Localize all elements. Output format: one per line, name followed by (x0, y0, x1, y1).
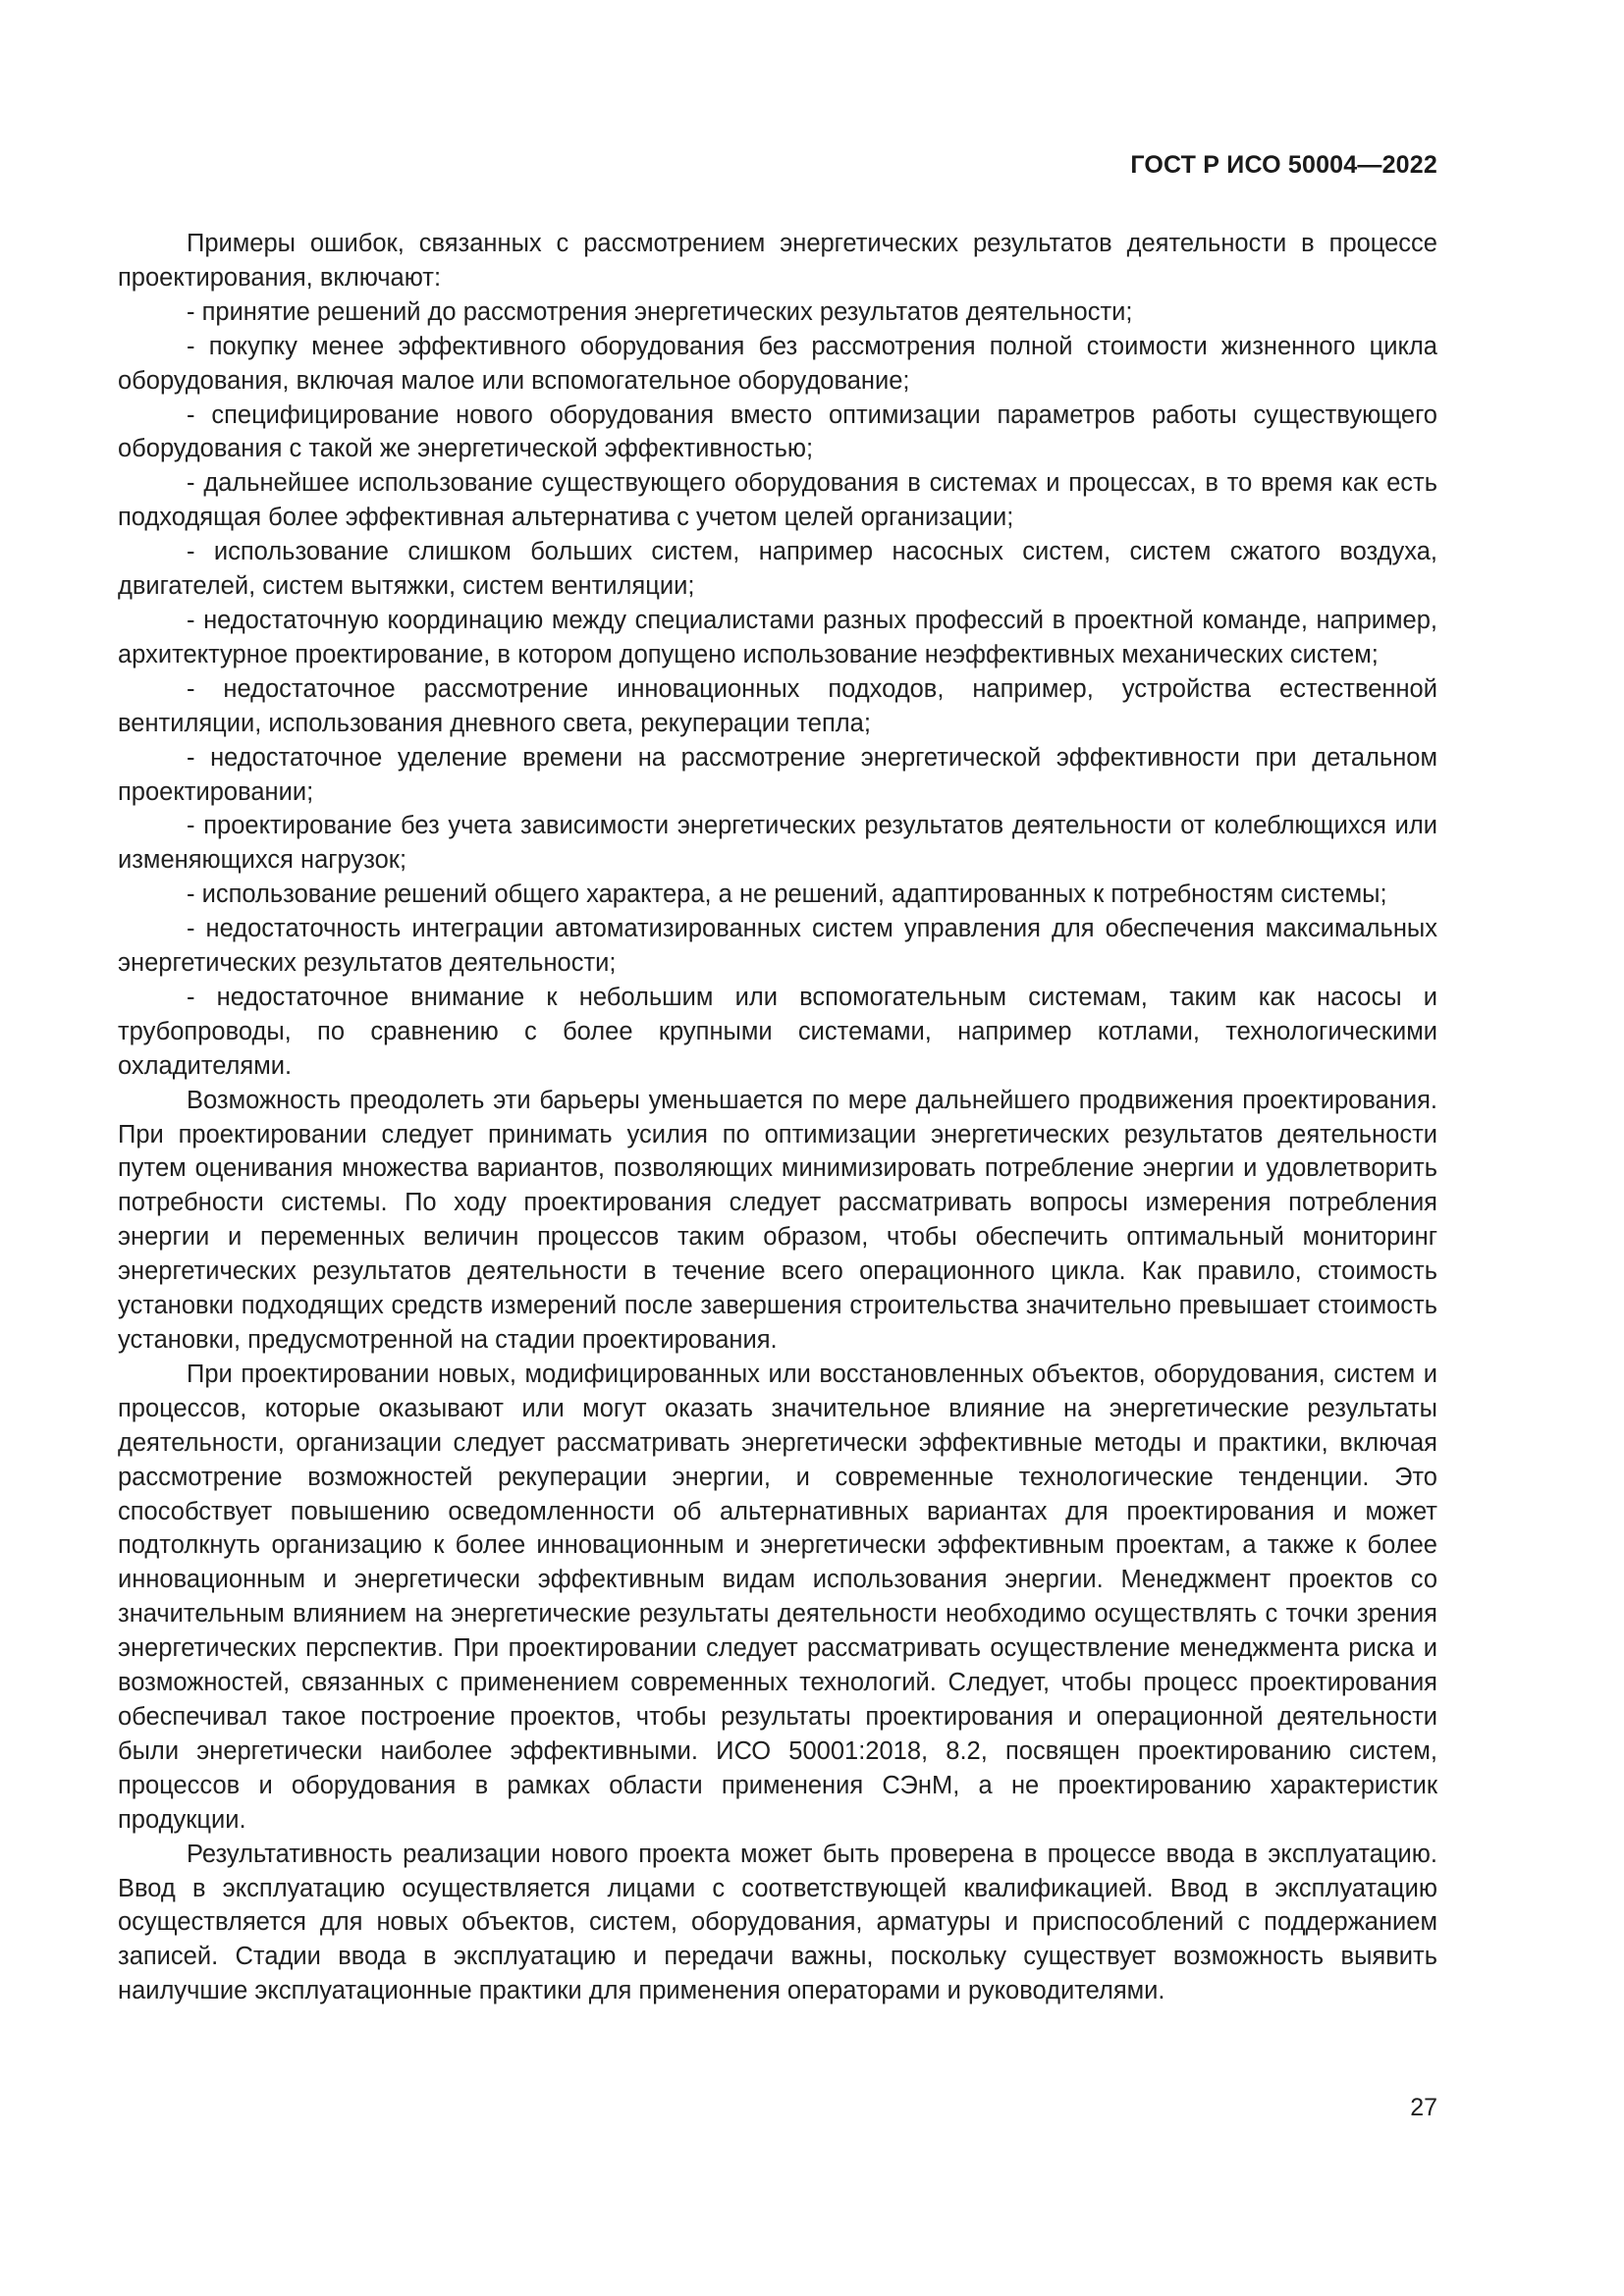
page-number: 27 (1410, 2094, 1437, 2121)
paragraph-intro: Примеры ошибок, связанных с рассмотрением энергетических результатов деятельности в процессе проектирования, включают: (118, 230, 1437, 292)
list-item: - дальнейшее использование существующего оборудования в системах и процессах, в то время как есть подходящая более эффективная альтернатива с учетом целей организации; (118, 469, 1437, 532)
list-item: - специфицирование нового оборудования вместо оптимизации параметров работы существующего оборудования с такой же энергетической эффективностью; (118, 400, 1437, 463)
list-item: - покупку менее эффективного оборудования без рассмотрения полной стоимости жизненного цикла оборудования, включая малое или вспомогательное оборудование; (118, 332, 1437, 395)
document-body (118, 227, 1437, 2008)
list-item: - недостаточное внимание к небольшим или вспомогательным системам, таким как насосы и трубопроводы, по сравнению с более крупными системами, например котлами, технологическими охладителями. (118, 983, 1437, 1080)
list-item: - принятие решений до рассмотрения энергетических результатов деятельности; (187, 297, 1133, 326)
paragraph-barriers: Возможность преодолеть эти барьеры уменьшается по мере дальнейшего продвижения проектирования. При проектировании следует принимать усилия по оптимизации энергетических результатов деятельности путем оценивания множества вариантов, позволяющих минимизировать потребление энергии и удовлетворить потребности системы. По ходу проектирования следует рассматривать вопросы измерения потребления энергии и переменных величин процессов таким образом, чтобы обеспечить оптимальный мониторинг энергетических результатов деятельности в течение всего операционного цикла. Как правило, стоимость установки подходящих средств измерений после завершения строительства значительно превышает стоимость установки, предусмотренной на стадии проектирования. (118, 1086, 1437, 1354)
list-item: - проектирование без учета зависимости энергетических результатов деятельности от колеблющихся или изменяющихся нагрузок; (118, 812, 1437, 875)
list-item: - недостаточную координацию между специалистами разных профессий в проектной команде, например, архитектурное проектирование, в котором допущено использование неэффективных механических систем; (118, 606, 1437, 668)
list-item: - недостаточное рассмотрение инновационных подходов, например, устройства естественной вентиляции, использования дневного света, рекуперации тепла; (118, 674, 1437, 737)
paragraph-design: При проектировании новых, модифицированных или восстановленных объектов, оборудования, систем и процессов, которые оказывают или могут оказать значительное влияние на энергетические результаты деятельности, организации следует рассматривать энергетически эффективные методы и практики, включая рассмотрение возможностей рекуперации энергии, и современные технологические тенденции. Это способствует повышению осведомленности об альтернативных вариантах для проектирования и может подтолкнуть организацию к более инновационным и энергетически эффективным проектам, а также к более инновационным и энергетически эффективным видам использования энергии. Менеджмент проектов со значительным влиянием на энергетические результаты деятельности необходимо осуществлять с точки зрения энергетических перспектив. При проектировании следует рассматривать осуществление менеджмента риска и возможностей, связанных с применением современных технологий. Следует, чтобы процесс проектирования обеспечивал такое построение проектов, чтобы результаты проектирования и операционной деятельности были энергетически наиболее эффективными. ИСО 50001:2018, 8.2, посвящен проектированию систем, процессов и оборудования в рамках области применения СЭнМ, а не проектированию характеристик продукции. (118, 1360, 1437, 1834)
paragraph-commissioning: Результативность реализации нового проекта может быть проверена в процессе ввода в эксплуатацию. Ввод в эксплуатацию осуществляется лицами с соответствующей квалификацией. Ввод в эксплуатацию осуществляется для новых объектов, систем, оборудования, арматуры и приспособлений с поддержанием записей. Стадии ввода в эксплуатацию и передачи важны, поскольку существует возможность выявить наилучшие эксплуатационные практики для применения операторами и руководителями. (118, 1840, 1437, 2005)
list-item: - недостаточность интеграции автоматизированных систем управления для обеспечения максимальных энергетических результатов деятельности; (118, 915, 1437, 978)
document-header: ГОСТ Р ИСО 50004—2022 (1130, 151, 1437, 179)
list-item: - использование слишком больших систем, например насосных систем, систем сжатого воздуха, двигателей, систем вытяжки, систем вентиляции; (118, 538, 1437, 601)
list-item: - использование решений общего характера, а не решений, адаптированных к потребностям системы; (187, 881, 1387, 909)
list-item: - недостаточное уделение времени на рассмотрение энергетической эффективности при детальном проектировании; (118, 743, 1437, 806)
